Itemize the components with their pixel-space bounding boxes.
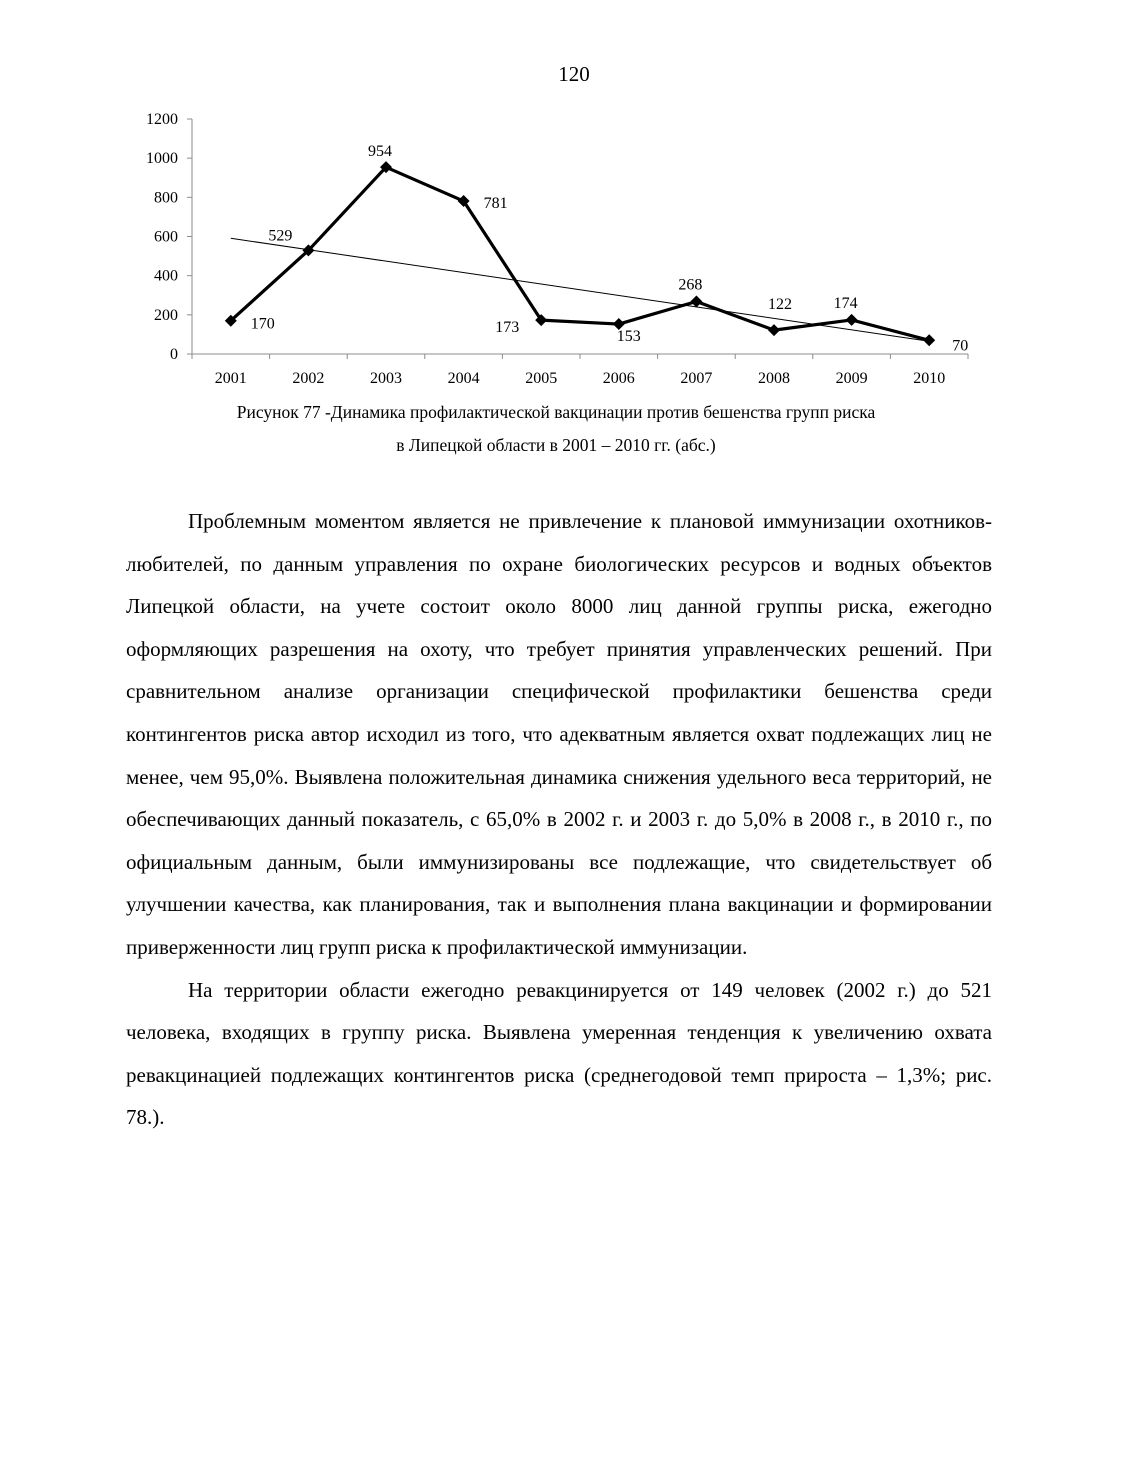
x-tick-label: 2002 bbox=[292, 370, 325, 387]
y-tick-label: 800 bbox=[154, 189, 178, 207]
data-point bbox=[923, 334, 935, 346]
x-tick-label: 2009 bbox=[835, 370, 868, 387]
caption-line-1: Рисунок 77 -Динамика профилактической вакцинации против бешенства групп риска bbox=[236, 402, 876, 422]
y-tick-label: 1200 bbox=[146, 111, 178, 128]
x-tick-label: 2008 bbox=[758, 370, 790, 387]
x-tick-label: 2003 bbox=[370, 370, 402, 387]
x-tick-label: 2004 bbox=[447, 370, 480, 387]
data-point bbox=[690, 296, 702, 308]
y-tick-label: 200 bbox=[154, 306, 178, 324]
y-tick-labels bbox=[146, 111, 192, 363]
x-tick-label: 2006 bbox=[602, 370, 635, 387]
x-tick-label: 2005 bbox=[525, 370, 558, 387]
y-tick-label: 1000 bbox=[146, 150, 178, 168]
paragraph-2: На территории области ежегодно ревакцинируется от 149 человек (2002 г.) до 521 человека, входящих в группу риска. Выявлена умеренная тенденция к увеличению охвата ревакцинацией подлежащих контингентов риска (среднегодовой темп прироста – 1,3%; рис. 78.). bbox=[126, 977, 992, 1130]
data-label: 170 bbox=[250, 315, 275, 333]
caption-line-2: в Липецкой области в 2001 – 2010 гг. (абс.) bbox=[396, 435, 716, 455]
line-chart bbox=[120, 100, 969, 392]
data-point bbox=[846, 314, 858, 326]
page-number: 120 bbox=[558, 62, 590, 86]
x-tick-label: 2010 bbox=[913, 370, 946, 387]
trendline bbox=[231, 238, 929, 341]
figure-caption bbox=[120, 396, 992, 462]
data-label: 174 bbox=[833, 294, 858, 312]
data-label: 781 bbox=[483, 195, 508, 213]
data-label: 529 bbox=[268, 227, 293, 245]
x-tick-label: 2007 bbox=[680, 370, 713, 387]
data-markers bbox=[225, 161, 935, 346]
data-label: 173 bbox=[495, 319, 520, 337]
data-label: 70 bbox=[952, 337, 969, 355]
y-tick-label: 600 bbox=[154, 228, 178, 246]
body-text bbox=[126, 500, 992, 1139]
y-tick-label: 0 bbox=[170, 346, 178, 363]
y-tick-label: 400 bbox=[154, 267, 178, 285]
x-tick-label: 2001 bbox=[214, 370, 247, 387]
data-label: 268 bbox=[678, 276, 703, 294]
data-label: 122 bbox=[768, 296, 792, 314]
data-label: 954 bbox=[368, 143, 392, 161]
x-tick-labels bbox=[192, 354, 968, 387]
data-label: 153 bbox=[616, 328, 641, 346]
data-point bbox=[768, 324, 780, 336]
paragraph-1: Проблемным моментом является не привлечение к плановой иммунизации охотников-любителей, по данным управления по охране биологических ресурсов и водных объектов Липецкой области, на учете состоит около 8000 лиц данной группы риска, ежегодно оформляющих разрешения на охоту, что требует принятия управленческих решений. При сравнительном анализе организации специфической профилактики бешенства среди контингентов риска автор исходил из того, что адекватным является охват подлежащих лиц не менее, чем 95,0%. Выявлена положительная динамика снижения удельного веса территорий, не обеспечивающих данный показатель, с 65,0% в 2002 г. и 2003 г. до 5,0% в 2008 г., в 2010 г., по официальным данным, были иммунизированы все подлежащие, что свидетельствует об улучшении качества, как планирования, так и выполнения плана вакцинации и формировании приверженности лиц групп риска к профилактической иммунизации. bbox=[126, 509, 992, 959]
